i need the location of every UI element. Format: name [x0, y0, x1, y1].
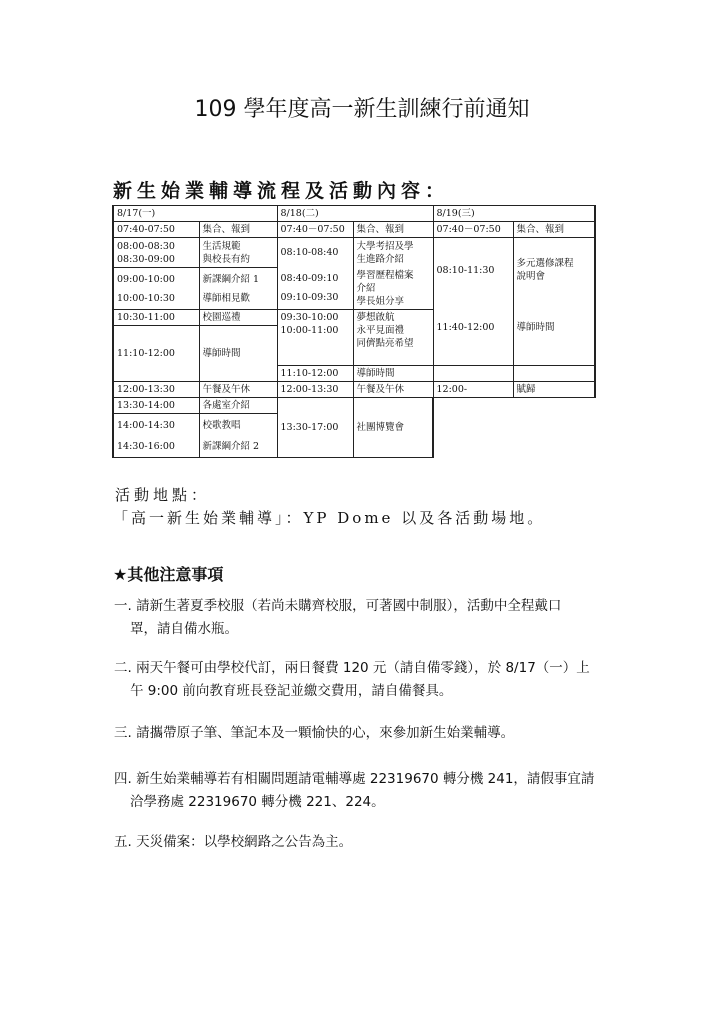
time-cell: 13:30-17:00 [277, 398, 353, 458]
time-line: 08:30-09:00 [117, 253, 175, 265]
activity-cell [353, 268, 433, 310]
time-cell: 11:10-12:00 [277, 366, 353, 382]
note-item [114, 768, 634, 814]
note-line: 三. 請攜帶原子筆、筆記本及一顆愉快的心，來參加新生始業輔導。 [114, 725, 515, 741]
schedule-heading: 新生始業輔導流程及活動內容： [113, 180, 450, 202]
time-cell [113, 414, 199, 458]
time-line: 10:00-11:00 [280, 325, 339, 336]
page-title: 109 學年度高一新生訓練行前通知 [194, 97, 530, 122]
activity-cell: 各處室介紹 [199, 398, 277, 414]
day1-date: 8/17(一) [113, 206, 277, 222]
time-cell [277, 310, 353, 366]
activity-cell [353, 238, 433, 268]
time-cell: 07:40－07:50 [433, 222, 513, 238]
activity-line: 導師相見歡 [202, 292, 251, 304]
note-line: 罩，請自備水瓶。 [130, 621, 238, 637]
activity-cell: 導師時間 [353, 366, 433, 382]
time-line: 08:00-08:30 [117, 240, 175, 252]
activity-line: 新課綱介紹 1 [202, 273, 260, 285]
activity-cell [199, 238, 277, 268]
location-heading: 活動地點： [115, 486, 211, 504]
time-cell: 12:00-13:30 [277, 382, 353, 398]
activity-line: 說明會 [516, 271, 546, 282]
note-item [114, 831, 634, 854]
activity-cell [513, 238, 595, 366]
activity-cell: 集合、報到 [513, 222, 595, 238]
time-cell: 07:40-07:50 [113, 222, 199, 238]
note-line: 午 9:00 前向教育班長登記並繳交費用，請自備餐具。 [130, 683, 453, 699]
activity-cell [199, 414, 277, 458]
time-cell [113, 268, 199, 310]
note-line: 二. 兩天午餐可由學校代訂，兩日餐費 120 元（請自備零錢），於 8/17（一）上 [114, 660, 590, 676]
activity-cell: 社團博覽會 [353, 398, 433, 458]
time-cell [277, 268, 353, 310]
activity-line: 校歌教唱 [202, 419, 241, 431]
activity-cell [513, 366, 595, 382]
activity-cell: 校園巡禮 [199, 310, 277, 326]
time-line: 08:40-09:10 [280, 273, 339, 285]
activity-line: 大學考招及學 [356, 240, 414, 252]
time-line: 10:00-10:30 [117, 292, 175, 304]
activity-cell: 集合、報到 [353, 222, 433, 238]
activity-cell: 午餐及午休 [353, 382, 433, 398]
time-cell: 11:10-12:00 [113, 326, 199, 382]
activity-line: 與校長有約 [202, 253, 251, 265]
time-cell: 12:00- [433, 382, 513, 398]
activity-line: 永平見面禮 [356, 325, 405, 336]
day3-date: 8/19(三) [433, 206, 595, 222]
time-cell [433, 238, 513, 366]
time-line: 14:30-16:00 [117, 440, 175, 452]
activity-line: 介紹 [356, 282, 376, 294]
activity-cell: 賦歸 [513, 382, 595, 398]
note-item [114, 595, 634, 641]
activity-line: 新課綱介紹 2 [202, 440, 260, 452]
activity-line: 生進路介紹 [356, 253, 405, 265]
time-cell: 08:10-08:40 [277, 238, 353, 268]
time-line: 09:00-10:00 [117, 273, 175, 285]
time-cell [113, 238, 199, 268]
time-cell: 07:40－07:50 [277, 222, 353, 238]
day2-date: 8/18(二) [277, 206, 433, 222]
schedule-table [112, 205, 596, 458]
time-cell: 13:30-14:00 [113, 398, 199, 414]
note-item [114, 722, 634, 745]
note-line: 四. 新生始業輔導若有相關問題請電輔導處 22319670 轉分機 241，請假事宜請 [114, 771, 595, 787]
time-cell: 12:00-13:30 [113, 382, 199, 398]
activity-line: 學習歷程檔案 [356, 269, 414, 281]
notes-heading: ★其他注意事項 [113, 565, 224, 584]
activity-line: 同儕點亮希望 [356, 338, 414, 349]
activity-line: 生活規範 [202, 240, 241, 252]
activity-line: 夢想啟航 [356, 312, 395, 323]
activity-cell: 午餐及午休 [199, 382, 277, 398]
time-cell [433, 366, 513, 382]
time-line: 09:30-10:00 [280, 312, 339, 323]
time-line: 11:40-12:00 [436, 321, 495, 333]
time-cell: 10:30-11:00 [113, 310, 199, 326]
activity-line: 學長姐分享 [356, 295, 405, 307]
activity-cell [353, 310, 433, 366]
activity-line: 導師時間 [516, 322, 555, 333]
activity-cell: 導師時間 [199, 326, 277, 382]
note-item [114, 657, 634, 703]
location-text: 「高一新生始業輔導」：YP Dome 以及各活動場地。 [113, 509, 546, 527]
activity-cell: 集合、報到 [199, 222, 277, 238]
time-line: 14:00-14:30 [117, 419, 175, 431]
activity-line: 多元選修課程 [516, 258, 574, 269]
time-line: 09:10-09:30 [280, 292, 339, 304]
activity-cell [199, 268, 277, 310]
note-line: 洽學務處 22319670 轉分機 221、224。 [130, 794, 385, 810]
note-line: 五. 天災備案：以學校網路之公告為主。 [114, 834, 353, 850]
note-line: 一. 請新生著夏季校服（若尚未購齊校服，可著國中制服），活動中全程戴口 [114, 598, 562, 614]
time-line: 08:10-11:30 [436, 264, 495, 276]
